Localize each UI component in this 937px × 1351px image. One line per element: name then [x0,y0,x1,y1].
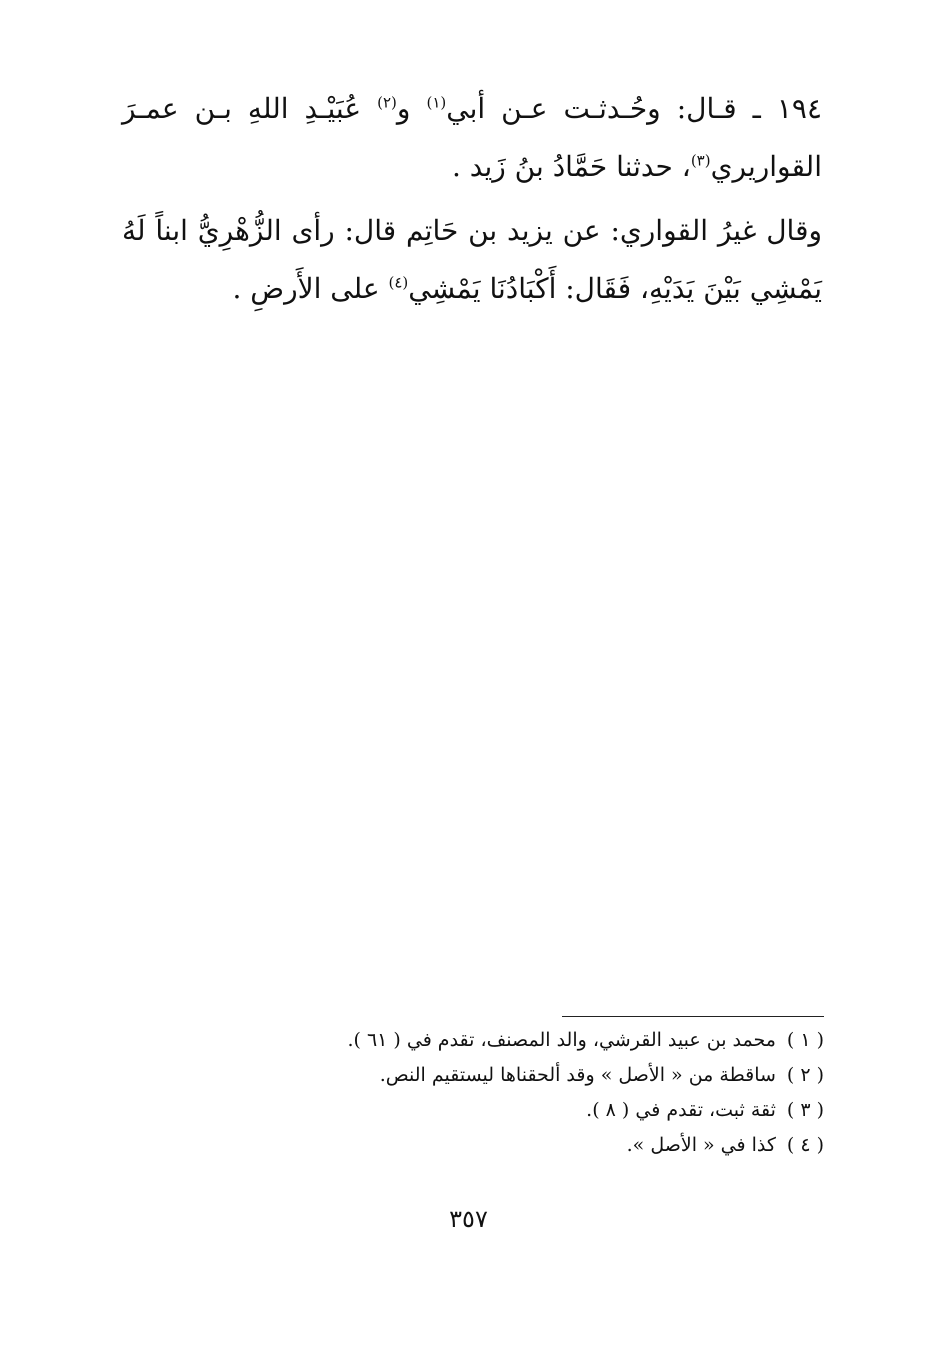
footnote-text: محمد بن عبيد القرشي، والد المصنف، تقدم في ( ٦١ ). [347,1029,776,1051]
hadith-number: ١٩٤ [776,92,823,125]
footnote-text: ثقة ثبت، تقدم في ( ٨ ). [586,1099,776,1121]
hadith-paragraph-2 [122,202,822,318]
paragraph-2-text-a: وقال غيرُ القواري: عن يزيد بن حَاتِم قال: رأى الزُّهْرِيُّ ابناً لَهُ يَمْشِي بَيْنَ يَدَيْهِ، فَقَال: أَكْبَادُنَا يَمْشِي [122,214,822,305]
footnote-ref-4: (٤) [388,273,409,292]
paragraph-1-text-d: ، حدثنا حَمَّادُ بنُ زَيد . [451,150,691,183]
paragraph-1-text-b: و [396,92,427,125]
hadith-body [122,80,822,318]
paragraph-2-text-b: على الأَرضِ . [232,272,389,305]
page-number: ٣٥٧ [449,1205,488,1233]
footnote-item [304,1058,824,1093]
footnotes-list [304,1023,824,1163]
footnote-number: ( ٣ ) [786,1099,824,1121]
footnote-item [304,1128,824,1163]
footnote-text: ساقطة من « الأصل » وقد ألحقناها ليستقيم النص. [379,1064,776,1086]
footnote-item [304,1093,824,1128]
hadith-paragraph-1 [122,80,822,196]
footnote-ref-2: (٢) [377,93,397,112]
footnote-text: كذا في « الأصل ». [626,1134,776,1156]
footnote-number: ( ٢ ) [786,1064,824,1086]
footnote-divider [562,1016,824,1017]
number-dash: ـ [736,92,777,125]
footnote-item [304,1023,824,1058]
footnote-number: ( ٤ ) [786,1134,824,1156]
paragraph-1-text-c: عُبَيْـدِ اللهِ بـن عمـرَ القواريري [122,92,822,183]
footnote-number: ( ١ ) [786,1029,824,1051]
footnote-ref-3: (٣) [690,151,711,170]
paragraph-1-text-a: قـال: وحُـدثـت عـن أبي [446,92,737,125]
footnote-ref-1: (١) [426,93,447,112]
